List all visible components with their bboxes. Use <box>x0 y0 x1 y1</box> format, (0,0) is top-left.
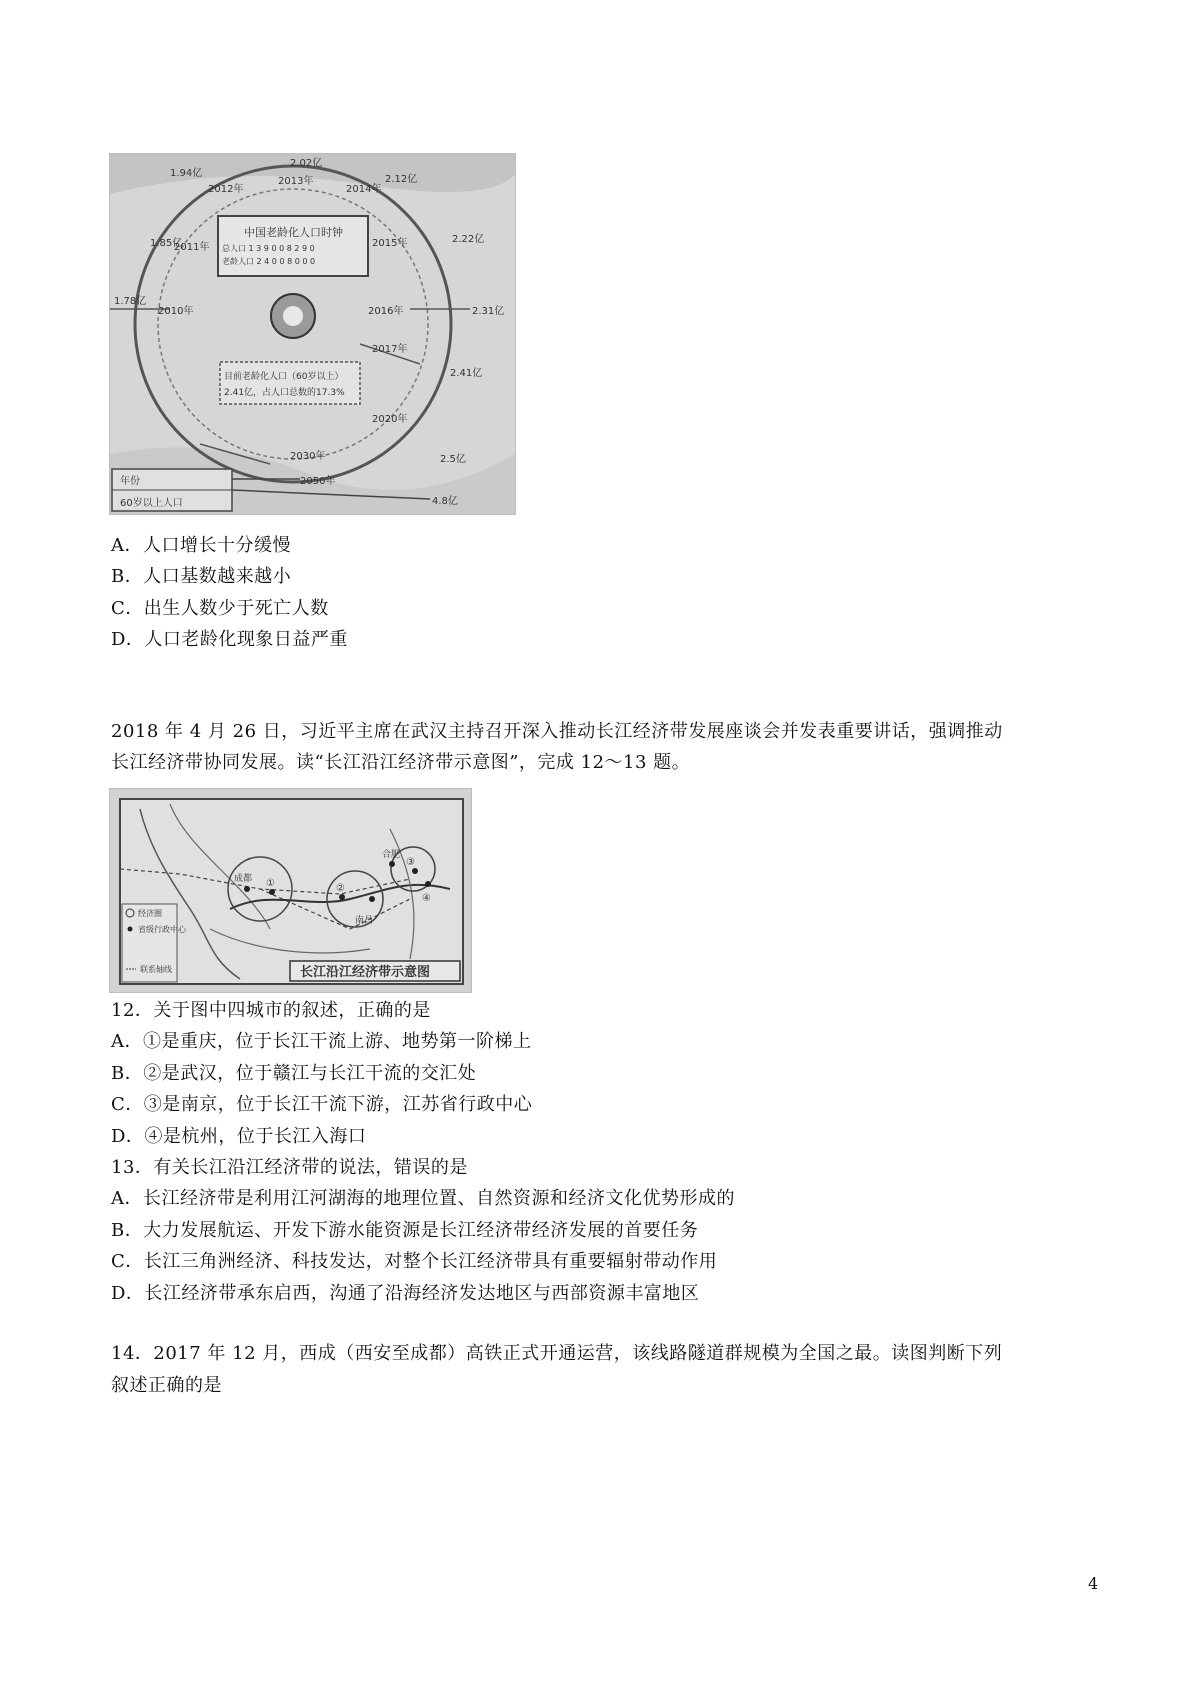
value-label: 4.8亿 <box>432 496 458 507</box>
year-label: 2010年 <box>158 306 194 317</box>
q14-line-2: 叙述正确的是 <box>111 1375 222 1396</box>
value-label: 2.12亿 <box>385 174 418 185</box>
option-q11-a: A．人口增长十分缓慢 <box>111 535 291 556</box>
year-label: 2050年 <box>300 476 336 487</box>
option-q13-b: B．大力发展航运、开发下游水能资源是长江经济带经济发展的首要任务 <box>111 1220 699 1241</box>
legend-item: 经济圈 <box>138 909 162 918</box>
aging-population-clock-figure <box>109 153 516 515</box>
city-label: 成都 <box>234 874 253 884</box>
current-aging-line1: 目前老龄化人口（60岁以上） <box>224 372 344 382</box>
year-label: 2020年 <box>372 414 408 425</box>
year-label: 2016年 <box>368 306 404 317</box>
option-q12-b: B．②是武汉，位于赣江与长江干流的交汇处 <box>111 1063 477 1084</box>
intro-line-1: 2018 年 4 月 26 日，习近平主席在武汉主持召开深入推动长江经济带发展座谈会并发表重要讲话，强调推动 <box>111 721 1003 742</box>
option-q13-c: C．长江三角洲经济、科技发达，对整个长江经济带具有重要辐射带动作用 <box>111 1251 718 1272</box>
option-q12-d: D．④是杭州，位于长江入海口 <box>111 1126 367 1147</box>
map-marker: ② <box>336 883 345 894</box>
value-label: 2.31亿 <box>472 306 505 317</box>
option-q12-a: A．①是重庆，位于长江干流上游、地势第一阶梯上 <box>111 1031 532 1052</box>
value-label: 2.22亿 <box>452 234 485 245</box>
value-label: 2.41亿 <box>450 368 483 379</box>
city-label: 合肥 <box>382 850 401 860</box>
yangtze-economic-belt-map <box>109 788 472 993</box>
year-label: 2013年 <box>278 176 314 187</box>
year-label: 2011年 <box>174 242 210 253</box>
q13-stem: 13．有关长江沿江经济带的说法，错误的是 <box>111 1157 468 1178</box>
page-number: 4 <box>1088 1574 1099 1593</box>
clock-box-row: 老龄人口 2 4 0 0 8 0 0 0 <box>222 257 316 266</box>
legend-item: 联系轴线 <box>140 965 172 974</box>
option-q12-c: C．③是南京，位于长江干流下游，江苏省行政中心 <box>111 1094 533 1115</box>
legend-population: 60岁以上人口 <box>120 498 183 509</box>
clock-box-title: 中国老龄化人口时钟 <box>244 226 343 239</box>
map-title: 长江沿江经济带示意图 <box>300 965 431 980</box>
year-label: 2012年 <box>208 184 244 195</box>
clock-box-row: 总人口 1 3 9 0 0 8 2 9 0 <box>222 244 315 253</box>
option-q13-a: A．长江经济带是利用江河湖海的地理位置、自然资源和经济文化优势形成的 <box>111 1188 735 1209</box>
option-q11-b: B．人口基数越来越小 <box>111 566 292 587</box>
current-aging-line2: 2.41亿，占人口总数的17.3% <box>224 388 345 398</box>
year-label: 2030年 <box>290 451 326 462</box>
intro-line-2: 长江经济带协同发展。读“长江沿江经济带示意图”，完成 12～13 题。 <box>111 752 691 773</box>
map-marker: ④ <box>422 893 431 904</box>
value-label: 1.85亿 <box>150 238 183 249</box>
value-label: 2.02亿 <box>290 158 323 169</box>
year-label: 2014年 <box>346 184 382 195</box>
value-label: 2.5亿 <box>440 454 466 465</box>
year-label: 2017年 <box>372 344 408 355</box>
city-label: 南昌 <box>355 916 374 926</box>
map-marker: ③ <box>406 857 415 868</box>
value-label: 1.78亿 <box>114 296 147 307</box>
map-marker: ① <box>266 878 275 889</box>
legend-item: 省级行政中心 <box>138 925 186 934</box>
year-label: 2015年 <box>372 238 408 249</box>
value-label: 1.94亿 <box>170 168 203 179</box>
option-q11-d: D．人口老龄化现象日益严重 <box>111 629 348 650</box>
q12-stem: 12．关于图中四城市的叙述，正确的是 <box>111 1000 431 1021</box>
option-q13-d: D．长江经济带承东启西，沟通了沿海经济发达地区与西部资源丰富地区 <box>111 1283 700 1304</box>
legend-year: 年份 <box>120 476 140 487</box>
option-q11-c: C．出生人数少于死亡人数 <box>111 598 329 619</box>
q14-line-1: 14．2017 年 12 月，西成（西安至成都）高铁正式开通运营，该线路隧道群规模为全国之最。读图判断下列 <box>111 1343 1003 1364</box>
